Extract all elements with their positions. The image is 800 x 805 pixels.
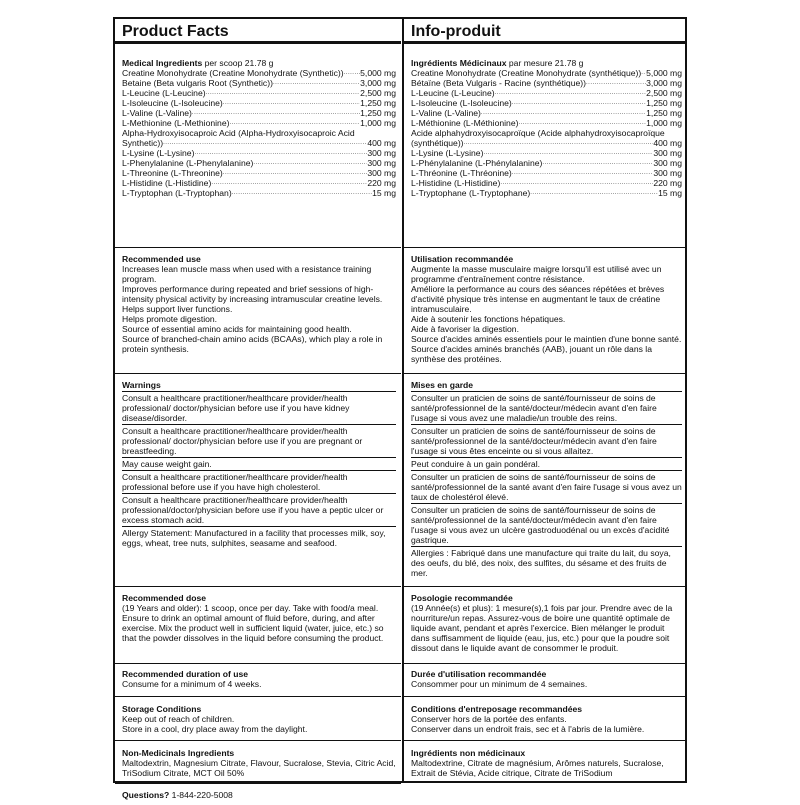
product-facts-panel [113, 17, 687, 800]
storage-line: Store in a cool, dry place away from the daylight. [122, 724, 308, 734]
warning-item: Peut conduire à un gain pondéral. [411, 459, 682, 471]
ingredient-row [122, 168, 396, 178]
leader-dots [518, 118, 646, 128]
recommended-use-section [115, 247, 401, 373]
leader-dots [586, 78, 646, 88]
ingredient-amount: 3,000 mg [646, 78, 682, 88]
entreposage-line: Conserver hors de la portée des enfants. [411, 714, 567, 724]
text-line: Aide à favoriser la digestion. [411, 324, 519, 334]
ingredient-row [122, 148, 396, 158]
info-produit-title: Info-produit [411, 23, 501, 40]
recommended-dose-text: (19 Years and older): 1 scoop, once per day. Take with food/a meal. Ensure to drink an optimal amount of fluid before, during, and after exercise. Mix the product well in sufficient liquid (water, juice, etc.) so that the powder dissolves in the liquid before consuming the product. [122, 603, 384, 643]
leader-dots [483, 148, 653, 158]
ingredient-name: L-Histidine (L-Histidine) [122, 178, 212, 188]
text-line: Augmente la masse musculaire maigre lorsqu'il est utilisé avec un programme d'entraînement contre résistance. [411, 264, 662, 284]
ingredient-amount: 400 mg [367, 138, 396, 148]
leader-dots [194, 148, 367, 158]
ingredient-amount: 15 mg [658, 188, 682, 198]
english-column [115, 19, 401, 800]
serving-size: par mesure 21.78 g [506, 58, 584, 68]
leader-dots [253, 158, 367, 168]
french-column [402, 19, 687, 781]
storage-section [115, 696, 401, 740]
leader-dots [344, 68, 361, 78]
duree-section [404, 663, 687, 696]
warning-item: Consult a healthcare practitioner/healthcare provider/health professional/ doctor/physician before use if you are pregnant or breastfeeding. [122, 426, 396, 458]
ingredient-list [122, 68, 396, 198]
medical-heading: Medical Ingredients [122, 58, 203, 68]
utilisation-heading: Utilisation recommandée [411, 254, 514, 264]
posologie-heading: Posologie recommandée [411, 593, 513, 603]
ingredient-name: L-Methionine (L-Methionine) [122, 118, 230, 128]
ingredient-amount: 300 mg [653, 148, 682, 158]
leader-dots [192, 108, 360, 118]
ingredient-amount: 1,250 mg [646, 98, 682, 108]
ingredient-row [122, 108, 396, 118]
text-line: Source d'acides aminés essentiels pour le maintien d'une bonne santé. [411, 334, 682, 344]
warning-item: Consulter un praticien de soins de santé/fournisseur de soins de santé/professionnel de la santé/docteur/médecin avant d'en faire l'usage si vous avez une maladie/un trouble des reins. [411, 393, 682, 425]
ingredient-row [411, 118, 682, 128]
ingredient-amount: 300 mg [367, 168, 396, 178]
title-rule [404, 41, 687, 44]
ingredient-row [122, 178, 396, 188]
leader-dots [206, 88, 361, 98]
storage-line: Keep out of reach of children. [122, 714, 235, 724]
ingredient-amount: 15 mg [372, 188, 396, 198]
text-line: Améliore la performance au cours des séances répétées et brèves d'activité physique très intense en augmentant le taux de créatine intramusculaire. [411, 284, 665, 314]
posologie-section [404, 586, 687, 663]
text-line: Helps support liver functions. [122, 304, 233, 314]
ingredient-name: Creatine Monohydrate (Creatine Monohydrate (synthétique)) [411, 68, 642, 78]
ingredient-name: L-Valine (L-Valine) [411, 108, 481, 118]
ingredient-row [411, 178, 682, 188]
warning-item: Consulter un praticien de soins de santé/fournisseur de soins de santé/professionnel de la santé/docteur/médecin avant d'en faire l'usage si vous êtes enceinte ou si vous allaitez. [411, 426, 682, 458]
leader-dots [542, 158, 653, 168]
warnings-heading: Warnings [122, 380, 396, 392]
mises-en-garde-section [404, 373, 687, 586]
duration-text: Consume for a minimum of 4 weeks. [122, 679, 262, 689]
ingredient-row [411, 68, 682, 78]
leader-dots [481, 108, 646, 118]
leader-dots [211, 178, 367, 188]
ingredient-name: L-Histidine (L-Histidine) [411, 178, 501, 188]
title-rule [115, 41, 401, 44]
ingredient-row [122, 68, 396, 78]
duree-heading: Durée d'utilisation recommandée [411, 669, 547, 679]
medical-heading-line [122, 58, 396, 68]
questions-line [122, 787, 396, 800]
ingredient-name: L-Phenylalanine (L-Phenylalanine) [122, 158, 254, 168]
ingredient-name: (synthétique)) [411, 138, 464, 148]
ingredient-row [122, 78, 396, 88]
entreposage-line: Conserver dans un endroit frais, sec et à l'abris de la lumière. [411, 724, 645, 734]
duree-text: Consommer pour un minimum de 4 semaines. [411, 679, 588, 689]
recommended-dose-heading: Recommended dose [122, 593, 207, 603]
mises-en-garde-list [411, 393, 682, 579]
warning-item: Allergy Statement: Manufactured in a facility that processes milk, soy, eggs, wheat, tree nuts, sulphites, seasame and seafood. [122, 528, 386, 548]
non-medicinal-heading: Non-Medicinals Ingredients [122, 748, 235, 758]
ingredients-medicinaux-section [404, 19, 687, 247]
questions-label: Questions? [122, 790, 170, 800]
ingredient-row [122, 98, 396, 108]
warning-item: Allergies : Fabriqué dans une manufacture qui traite du lait, du soya, des oeufs, du blé, des noix, des sulfites, du sésame et des fruits de mer. [411, 548, 671, 578]
text-line: Source d'acides aminés branchés (AAB), jouant un rôle dans la synthèse des protéines. [411, 344, 652, 364]
posologie-text: (19 Année(s) et plus): 1 mesure(s),1 fois par jour. Prendre avec de la nourriture/un repas. Assurez-vous de boire une quantité optimale de liquide avant, pendant et après l'exercice. Bien mélanger le produit dans suffisamment de liquide (eau, jus, etc.) pour que la poudre soit dissout dans le liquide avant de consommer le produit. [411, 603, 673, 653]
ingredient-name: Synthetic)) [122, 138, 164, 148]
leader-dots [464, 138, 654, 148]
utilisation-list [411, 264, 682, 364]
ingredient-row [122, 88, 396, 98]
ingredient-name: L-Lysine (L-Lysine) [411, 148, 484, 158]
ingredient-name: L-Tryptophan (L-Tryptophan) [122, 188, 232, 198]
warning-item: Consult a healthcare practitioner/healthcare provider/health professional before use if you have high cholesterol. [122, 472, 396, 494]
ingredient-amount: 2,500 mg [646, 88, 682, 98]
questions-phone: 1-844-220-5008 [169, 790, 233, 800]
ingredient-name: L-Leucine (L-Leucine) [122, 88, 206, 98]
serving-size: per scoop 21.78 g [202, 58, 274, 68]
ingredient-amount: 2,500 mg [360, 88, 396, 98]
ingredient-row [411, 78, 682, 88]
ingredient-row [411, 98, 682, 108]
warning-item: May cause weight gain. [122, 459, 396, 471]
non-medicinaux-section [404, 740, 687, 785]
storage-heading: Storage Conditions [122, 704, 202, 714]
ingredient-name: L-Phénylalanine (L-Phénylalanine) [411, 158, 543, 168]
leader-dots [229, 118, 360, 128]
ingredient-name: L-Lysine (L-Lysine) [122, 148, 195, 158]
medical-heading: Ingrédients Médicinaux [411, 58, 507, 68]
leader-dots [223, 168, 368, 178]
ingredient-amount: 1,250 mg [360, 108, 396, 118]
ingredient-row [411, 168, 682, 178]
leader-dots [530, 188, 658, 198]
ingredient-row [122, 138, 396, 148]
text-line: Increases lean muscle mass when used with a resistance training program. [122, 264, 372, 284]
non-medicinaux-heading: Ingrédients non médicinaux [411, 748, 526, 758]
ingredient-amount: 220 mg [367, 178, 396, 188]
ingredient-amount: 1,000 mg [360, 118, 396, 128]
ingredient-name: Bétaïne (Beta Vulgaris - Racine (synthétique)) [411, 78, 586, 88]
ingredient-row [411, 138, 682, 148]
entreposage-section [404, 696, 687, 740]
ingredient-list [411, 68, 682, 198]
non-medicinal-section [115, 740, 401, 785]
ingredient-name: L-Thréonine (L-Thréonine) [411, 168, 512, 178]
leader-dots [163, 138, 367, 148]
warning-item: Consult a healthcare practitioner/healthcare provider/health professional/ doctor/physician before use if you have kidney disease/disorder. [122, 393, 396, 425]
ingredient-name: L-Méthionine (L-Méthionine) [411, 118, 519, 128]
ingredient-amount: 400 mg [653, 138, 682, 148]
utilisation-section [404, 247, 687, 373]
questions-section [115, 783, 401, 805]
ingredient-row [411, 88, 682, 98]
ingredient-amount: 220 mg [653, 178, 682, 188]
non-medicinal-text: Maltodextrin, Magnesium Citrate, Flavour, Sucralose, Stevia, Citric Acid, TriSodium Citrate, MCT Oil 50% [122, 758, 396, 778]
recommended-use-heading: Recommended use [122, 254, 201, 264]
warning-item: Consult a healthcare practitioner/healthcare provider/health professional/doctor/physician before use if you have a peptic ulcer or excess stomach acid. [122, 495, 396, 527]
ingredient-amount: 1,000 mg [646, 118, 682, 128]
leader-dots [512, 98, 646, 108]
warnings-section [115, 373, 401, 586]
ingredient-row [122, 118, 396, 128]
leader-dots [232, 188, 372, 198]
ingredient-row [411, 148, 682, 158]
ingredient-amount: 300 mg [367, 148, 396, 158]
entreposage-heading: Conditions d'entreposage recommandées [411, 704, 583, 714]
product-facts-title: Product Facts [122, 23, 229, 40]
duration-section [115, 663, 401, 696]
leader-dots [500, 178, 653, 188]
ingredient-name: L-Threonine (L-Threonine) [122, 168, 223, 178]
ingredient-amount: 300 mg [367, 158, 396, 168]
recommended-use-list [122, 264, 396, 354]
ingredient-amount: 5,000 mg [360, 68, 396, 78]
text-line: Source of branched-chain amino acids (BCAAs), which play a role in protein synthesis. [122, 334, 383, 354]
ingredient-row [122, 158, 396, 168]
ingredient-row [411, 158, 682, 168]
ingredient-name: L-Tryptophane (L-Tryptophane) [411, 188, 531, 198]
ingredient-name: L-Valine (L-Valine) [122, 108, 192, 118]
recommended-dose-section [115, 586, 401, 663]
leader-dots [273, 78, 360, 88]
warnings-list [122, 393, 396, 549]
ingredient-row [411, 108, 682, 118]
duration-heading: Recommended duration of use [122, 669, 249, 679]
ingredient-name: Alpha-Hydroxyisocaproic Acid (Alpha-Hydroxyisocaproic Acid [122, 128, 355, 138]
ingredient-name: Creatine Monohydrate (Creatine Monohydrate (Synthetic)) [122, 68, 344, 78]
leader-dots [512, 168, 654, 178]
ingredient-amount: 300 mg [653, 158, 682, 168]
text-line: Source of essential amino acids for maintaining good health. [122, 324, 352, 334]
ingredient-row [411, 188, 682, 198]
warning-item: Consulter un praticien de soins de santé/fournisseur de soins de santé/professionnel de la santé avant d'en faire l'usage si vous avez un taux de cholestérol élevé. [411, 472, 682, 502]
medical-ingredients-section [115, 19, 401, 247]
ingredient-amount: 3,000 mg [360, 78, 396, 88]
ingredient-amount: 1,250 mg [360, 98, 396, 108]
ingredient-name: Betaine (Beta vulgaris Root (Synthetic)) [122, 78, 273, 88]
ingredient-name: L-Leucine (L-Leucine) [411, 88, 495, 98]
leader-dots [223, 98, 360, 108]
ingredient-amount: 300 mg [653, 168, 682, 178]
mises-en-garde-heading: Mises en garde [411, 380, 682, 392]
non-medicinaux-text: Maltodextrine, Citrate de magnésium, Arômes naturels, Sucralose, Extrait de Stévia, Acide citrique, Citrate de TriSodium [411, 758, 664, 778]
ingredient-amount: 1,250 mg [646, 108, 682, 118]
text-line: Helps promote digestion. [122, 314, 218, 324]
warning-item: Consulter un praticien de soins de santé/fournisseur de soins de santé/professionnel de la santé/docteur/médecin avant d'en faire l'usage si vous avez un ulcère gastroduodénal ou un excès d'acidité gastrique. [411, 505, 682, 547]
ingredient-amount: 5,000 mg [646, 68, 682, 78]
text-line: Aide à soutenir les fonctions hépatiques. [411, 314, 566, 324]
text-line: Improves performance during repeated and brief sessions of high-intensity physical activity by increasing intramuscular creatine levels. [122, 284, 383, 304]
ingredient-row [122, 188, 396, 198]
ingredient-name: L-Isoleucine (L-Isoleucine) [411, 98, 512, 108]
ingredient-name: L-Isoleucine (L-Isoleucine) [122, 98, 223, 108]
medical-heading-line [411, 58, 682, 68]
leader-dots [495, 88, 647, 98]
ingredient-name: Acide alphahydroxyisocaproïque (Acide alphahydroxyisocaproïque [411, 128, 665, 138]
